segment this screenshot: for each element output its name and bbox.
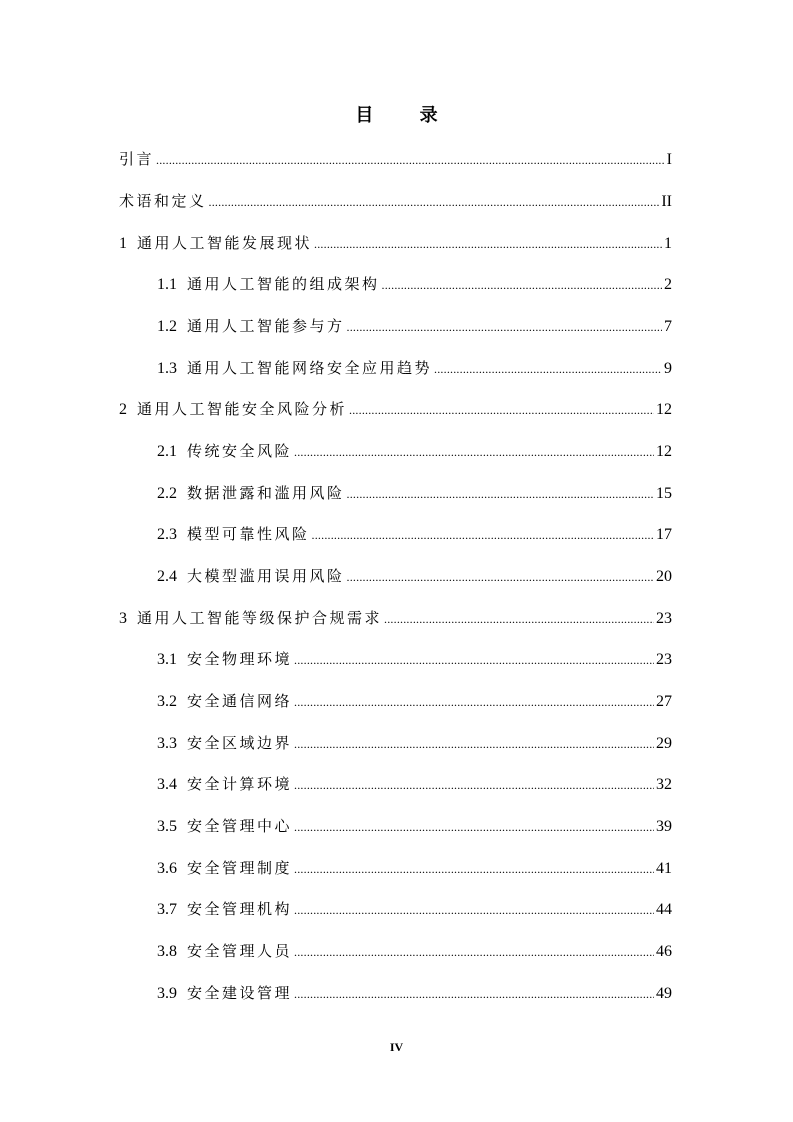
dot-leader	[294, 815, 654, 839]
toc-entry-number: 3.7	[157, 901, 177, 918]
dot-leader	[384, 607, 654, 631]
toc-entry-page: 23	[656, 651, 672, 668]
toc-entry-text: 大模型滥用误用风险	[187, 567, 345, 585]
toc-entry-text: 通用人工智能安全风险分析	[137, 400, 348, 418]
toc-entry-page: 44	[656, 901, 672, 918]
dot-leader	[294, 732, 654, 756]
toc-entry-chapter-2[interactable]	[119, 397, 672, 421]
toc-entry-3-4[interactable]	[157, 772, 672, 796]
toc-entry-page: 2	[664, 276, 672, 293]
toc-entry-text: 安全区域边界	[187, 734, 293, 752]
toc-entry-number: 3.6	[157, 860, 177, 877]
toc-entry-page: 7	[664, 318, 672, 335]
dot-leader	[434, 357, 662, 381]
dot-leader	[294, 940, 654, 964]
toc-entry-number: 2.4	[157, 568, 177, 585]
toc-entry-1-2[interactable]	[157, 314, 672, 338]
dot-leader	[349, 398, 654, 422]
toc-entry-1-1[interactable]	[157, 272, 672, 296]
toc-entry-text: 安全管理机构	[187, 900, 293, 918]
toc-entry-page: 23	[656, 610, 672, 627]
toc-entry-number: 2	[119, 401, 127, 418]
toc-entry-page: 27	[656, 693, 672, 710]
dot-leader	[347, 482, 654, 506]
toc-entry-text: 通用人工智能等级保护合规需求	[137, 609, 383, 627]
toc-entry-page: 1	[664, 235, 672, 252]
toc-entry-3-6[interactable]	[157, 856, 672, 880]
toc-entry-3-3[interactable]	[157, 731, 672, 755]
toc-entry-text: 通用人工智能参与方	[187, 317, 345, 335]
toc-entry-number: 2.3	[157, 526, 177, 543]
toc-entry-3-2[interactable]	[157, 689, 672, 713]
toc-entry-chapter-3[interactable]	[119, 606, 672, 630]
toc-entry-page: 15	[656, 485, 672, 502]
toc-entry-text: 通用人工智能网络安全应用趋势	[187, 359, 433, 377]
toc-entry-number: 1.3	[157, 360, 177, 377]
dot-leader	[294, 982, 654, 1006]
toc-entry-number: 3.4	[157, 776, 177, 793]
toc-entry-page: 17	[656, 526, 672, 543]
dot-leader	[294, 440, 654, 464]
dot-leader	[312, 523, 654, 547]
toc-entry-text: 引言	[119, 150, 155, 168]
toc-entry-2-4[interactable]	[157, 564, 672, 588]
toc-entry-text: 安全物理环境	[187, 650, 293, 668]
toc-entry-number: 3	[119, 610, 127, 627]
toc-entry-page: 9	[664, 360, 672, 377]
dot-leader	[294, 898, 654, 922]
dot-leader	[156, 148, 665, 172]
page-title: 目 录	[355, 105, 458, 126]
toc-entry-number: 1.2	[157, 318, 177, 335]
toc-entry-number: 2.1	[157, 443, 177, 460]
toc-entry-3-9[interactable]	[157, 981, 672, 1005]
toc-entry-page: 12	[656, 401, 672, 418]
dot-leader	[294, 773, 654, 797]
toc-entry-number: 1.1	[157, 276, 177, 293]
page-number: IV	[389, 1040, 404, 1054]
toc-entry-page: 12	[656, 443, 672, 460]
toc-entry-3-1[interactable]	[157, 647, 672, 671]
toc-entry-page: 49	[656, 985, 672, 1002]
toc-entry-3-7[interactable]	[157, 897, 672, 921]
toc-entry-page: 39	[656, 818, 672, 835]
toc-entry-number: 3.9	[157, 985, 177, 1002]
toc-entry-2-1[interactable]	[157, 439, 672, 463]
toc-entry-3-8[interactable]	[157, 939, 672, 963]
toc-entry-1-3[interactable]	[157, 356, 672, 380]
toc-entry-text: 安全管理人员	[187, 942, 293, 960]
toc-entry-text: 安全通信网络	[187, 692, 293, 710]
toc-entry-page: 32	[656, 776, 672, 793]
toc-entry-number: 3.3	[157, 735, 177, 752]
toc-entry-page: II	[661, 193, 672, 210]
toc-entry-text: 通用人工智能发展现状	[137, 234, 313, 252]
dot-leader	[294, 857, 654, 881]
toc-entry-page: 46	[656, 943, 672, 960]
dot-leader	[382, 273, 662, 297]
toc-entry-number: 1	[119, 235, 127, 252]
dot-leader	[314, 232, 662, 256]
dot-leader	[294, 690, 654, 714]
toc-entry-page: I	[666, 151, 672, 168]
toc-entry-3-5[interactable]	[157, 814, 672, 838]
toc-entry-number: 3.1	[157, 651, 177, 668]
toc-entry-text: 安全计算环境	[187, 775, 293, 793]
toc-entry-number: 3.8	[157, 943, 177, 960]
toc-entry-text: 安全管理中心	[187, 817, 293, 835]
toc-entry-text: 模型可靠性风险	[187, 525, 310, 543]
toc-entry-page: 20	[656, 568, 672, 585]
toc-entry-text: 传统安全风险	[187, 442, 293, 460]
toc-entry-text: 安全管理制度	[187, 859, 293, 877]
toc-entry-page: 41	[656, 860, 672, 877]
toc-entry-number: 2.2	[157, 485, 177, 502]
dot-leader	[347, 315, 662, 339]
toc-entry-page: 29	[656, 735, 672, 752]
dot-leader	[347, 565, 654, 589]
toc-entry-text: 术语和定义	[119, 192, 207, 210]
toc-entry-2-2[interactable]	[157, 481, 672, 505]
toc-entry-2-3[interactable]	[157, 522, 672, 546]
toc-entry-number: 3.2	[157, 693, 177, 710]
toc-entry-text: 通用人工智能的组成架构	[187, 275, 380, 293]
toc-entry-chapter-1[interactable]	[119, 231, 672, 255]
dot-leader	[294, 648, 654, 672]
toc-entry-number: 3.5	[157, 818, 177, 835]
dot-leader	[209, 190, 660, 214]
toc-entry-terms[interactable]	[119, 189, 672, 213]
toc-entry-text: 数据泄露和滥用风险	[187, 484, 345, 502]
toc-entry-text: 安全建设管理	[187, 984, 293, 1002]
toc-entry-introduction[interactable]	[119, 147, 672, 171]
